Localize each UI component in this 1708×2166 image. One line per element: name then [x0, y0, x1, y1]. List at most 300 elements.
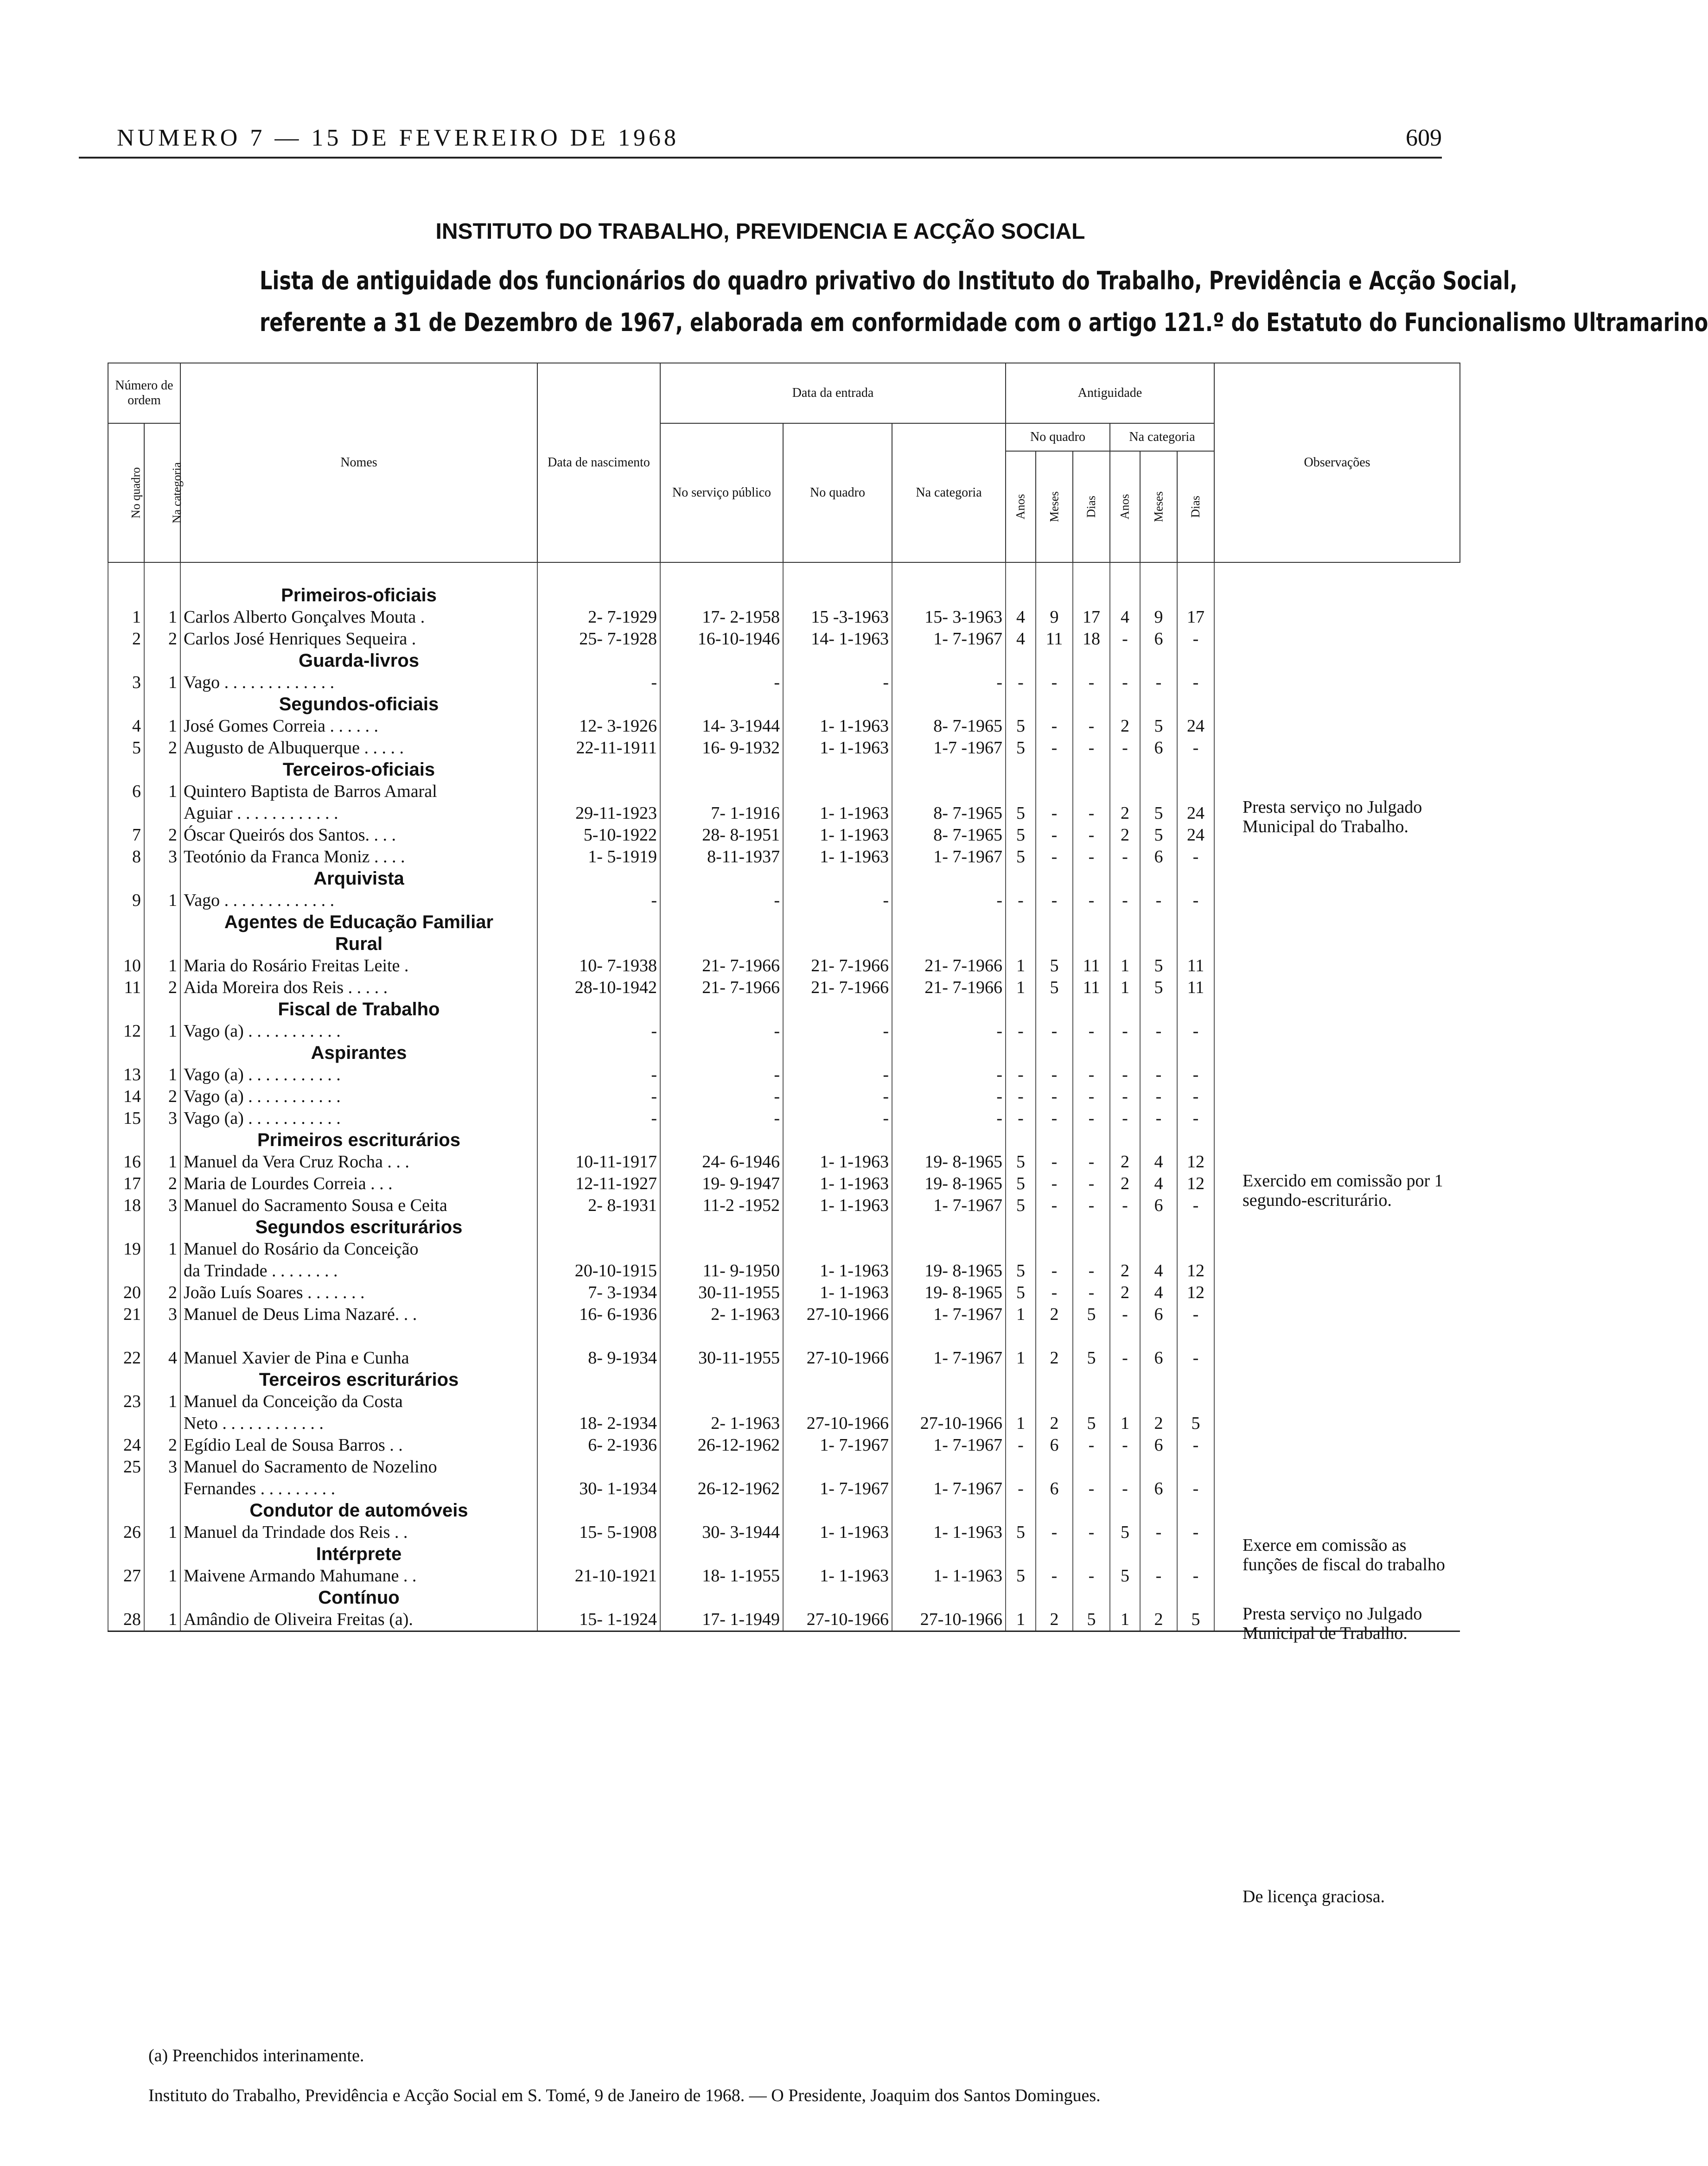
- row-public-service: -: [660, 1086, 783, 1108]
- row-q-anos: 5: [1006, 1173, 1036, 1195]
- row-q-meses: 11: [1036, 628, 1073, 650]
- row-q-dias: -: [1073, 1020, 1110, 1042]
- row-q-anos: 1: [1006, 1413, 1036, 1434]
- row-entry-categoria: 21- 7-1966: [892, 955, 1006, 977]
- row-q-dias: 17: [1073, 606, 1110, 628]
- row-birth-date: 21-10-1921: [537, 1565, 660, 1587]
- row-c-dias: -: [1177, 846, 1214, 868]
- observation: Presta serviço no Julgado Municipal do Trabalho.: [1243, 797, 1422, 836]
- row-public-service: [660, 1456, 783, 1478]
- row-birth-date: 18- 2-1934: [537, 1413, 660, 1434]
- row-name: da Trindade . . . . . . . .: [180, 1260, 537, 1282]
- row-q-dias: -: [1073, 1522, 1110, 1543]
- row-q-anos: 5: [1006, 1195, 1036, 1217]
- table-row: [108, 977, 1460, 999]
- row-c-dias: -: [1177, 1020, 1214, 1042]
- row-q-anos: -: [1006, 1108, 1036, 1129]
- row-c-dias: -: [1177, 1434, 1214, 1456]
- row-entry-quadro: 27-10-1966: [783, 1347, 892, 1369]
- row-c-meses: 5: [1140, 715, 1177, 737]
- row-birth-date: [537, 1325, 660, 1347]
- row-q-meses: -: [1036, 672, 1073, 694]
- header-no-quadro: No quadro: [108, 423, 144, 562]
- row-q-meses: 6: [1036, 1478, 1073, 1500]
- row-c-meses: 6: [1140, 1434, 1177, 1456]
- table-row: [108, 1347, 1460, 1369]
- row-q-anos: 5: [1006, 803, 1036, 824]
- row-birth-date: 2- 7-1929: [537, 606, 660, 628]
- section-heading-row: [108, 933, 1460, 955]
- row-q-dias: [1073, 1238, 1110, 1260]
- row-q-dias: -: [1073, 1195, 1110, 1217]
- row-public-service: 21- 7-1966: [660, 977, 783, 999]
- row-q-dias: -: [1073, 672, 1110, 694]
- row-c-dias: 12: [1177, 1260, 1214, 1282]
- row-no-quadro: 9: [108, 890, 144, 911]
- row-entry-categoria: -: [892, 890, 1006, 911]
- section-title: Terceiros-oficiais: [180, 759, 537, 781]
- row-q-meses: [1036, 1325, 1073, 1347]
- section-heading-row: [108, 1042, 1460, 1064]
- row-name: Manuel do Sacramento de Nozelino: [180, 1456, 537, 1478]
- row-entry-categoria: 1-7 -1967: [892, 737, 1006, 759]
- row-c-anos: [1110, 1325, 1140, 1347]
- section-heading-row: [108, 999, 1460, 1020]
- row-c-meses: 6: [1140, 1195, 1177, 1217]
- row-q-anos: 5: [1006, 824, 1036, 846]
- row-c-meses: 9: [1140, 606, 1177, 628]
- row-c-dias: 12: [1177, 1151, 1214, 1173]
- row-public-service: [660, 781, 783, 803]
- row-c-dias: 24: [1177, 715, 1214, 737]
- row-name: José Gomes Correia . . . . . .: [180, 715, 537, 737]
- row-q-anos: 1: [1006, 955, 1036, 977]
- section-heading-row: [108, 1217, 1460, 1238]
- row-entry-quadro: [783, 781, 892, 803]
- row-name: Manuel da Conceição da Costa: [180, 1391, 537, 1413]
- row-c-anos: -: [1110, 846, 1140, 868]
- row-entry-categoria: -: [892, 672, 1006, 694]
- row-q-dias: 18: [1073, 628, 1110, 650]
- row-birth-date: 28-10-1942: [537, 977, 660, 999]
- row-na-categoria: 1: [144, 1020, 180, 1042]
- row-entry-categoria: -: [892, 1064, 1006, 1086]
- row-birth-date: [537, 1238, 660, 1260]
- row-q-meses: 5: [1036, 977, 1073, 999]
- row-entry-quadro: [783, 1456, 892, 1478]
- section-heading-row: [108, 911, 1460, 933]
- row-birth-date: 5-10-1922: [537, 824, 660, 846]
- row-public-service: 24- 6-1946: [660, 1151, 783, 1173]
- row-no-quadro: 2: [108, 628, 144, 650]
- row-c-dias: -: [1177, 1347, 1214, 1369]
- row-birth-date: -: [537, 890, 660, 911]
- row-no-quadro: 25: [108, 1456, 144, 1478]
- row-no-quadro: 11: [108, 977, 144, 999]
- row-entry-quadro: 21- 7-1966: [783, 977, 892, 999]
- row-name: Maria do Rosário Freitas Leite .: [180, 955, 537, 977]
- row-q-meses: -: [1036, 1282, 1073, 1304]
- row-q-meses: -: [1036, 1195, 1073, 1217]
- row-name: Óscar Queirós dos Santos. . . .: [180, 824, 537, 846]
- row-q-anos: -: [1006, 1434, 1036, 1456]
- row-entry-categoria: 19- 8-1965: [892, 1151, 1006, 1173]
- row-entry-quadro: 1- 7-1967: [783, 1434, 892, 1456]
- list-title-line-1: Lista de antiguidade dos funcionários do quadro privativo do Instituto do Trabalho, Previdência e Acção Social,: [260, 266, 1517, 295]
- row-public-service: -: [660, 1064, 783, 1086]
- row-q-meses: 6: [1036, 1434, 1073, 1456]
- row-q-dias: -: [1073, 1478, 1110, 1500]
- section-heading-row: [108, 585, 1460, 606]
- row-public-service: 30- 3-1944: [660, 1522, 783, 1543]
- row-q-meses: -: [1036, 1020, 1073, 1042]
- row-q-meses: 2: [1036, 1413, 1073, 1434]
- row-birth-date: 22-11-1911: [537, 737, 660, 759]
- row-na-categoria: [144, 1478, 180, 1500]
- row-entry-quadro: 1- 1-1963: [783, 1282, 892, 1304]
- row-q-dias: -: [1073, 846, 1110, 868]
- row-no-quadro: 5: [108, 737, 144, 759]
- row-q-meses: -: [1036, 715, 1073, 737]
- row-entry-quadro: 1- 1-1963: [783, 1173, 892, 1195]
- row-na-categoria: 3: [144, 1108, 180, 1129]
- row-public-service: 8-11-1937: [660, 846, 783, 868]
- row-entry-categoria: -: [892, 1108, 1006, 1129]
- row-name: Manuel da Trindade dos Reis . .: [180, 1522, 537, 1543]
- row-c-anos: [1110, 1456, 1140, 1478]
- row-entry-quadro: 1- 1-1963: [783, 1522, 892, 1543]
- row-c-meses: 2: [1140, 1413, 1177, 1434]
- row-entry-quadro: 1- 1-1963: [783, 1260, 892, 1282]
- row-entry-categoria: 21- 7-1966: [892, 977, 1006, 999]
- row-public-service: -: [660, 1020, 783, 1042]
- row-q-meses: -: [1036, 1064, 1073, 1086]
- row-c-meses: 6: [1140, 1347, 1177, 1369]
- table-row: [108, 672, 1460, 694]
- row-na-categoria: 2: [144, 1282, 180, 1304]
- row-c-meses: 5: [1140, 955, 1177, 977]
- row-c-meses: 5: [1140, 803, 1177, 824]
- row-q-meses: 2: [1036, 1609, 1073, 1631]
- row-q-dias: 11: [1073, 955, 1110, 977]
- row-c-anos: -: [1110, 737, 1140, 759]
- row-name: Vago (a) . . . . . . . . . . .: [180, 1108, 537, 1129]
- section-title: Terceiros escriturários: [180, 1369, 537, 1391]
- row-entry-quadro: 1- 7-1967: [783, 1478, 892, 1500]
- row-entry-quadro: 27-10-1966: [783, 1304, 892, 1325]
- row-q-meses: -: [1036, 803, 1073, 824]
- section-title: Guarda-livros: [180, 650, 537, 672]
- row-c-meses: 5: [1140, 977, 1177, 999]
- section-title: Segundos-oficiais: [180, 694, 537, 715]
- row-birth-date: -: [537, 1108, 660, 1129]
- row-c-dias: 5: [1177, 1609, 1214, 1631]
- row-na-categoria: 1: [144, 1238, 180, 1260]
- row-name: [180, 1325, 537, 1347]
- section-heading-row: [108, 1500, 1460, 1522]
- row-q-dias: [1073, 1391, 1110, 1413]
- row-na-categoria: 1: [144, 1565, 180, 1587]
- header-ant-quadro: No quadro: [1006, 423, 1110, 451]
- row-entry-quadro: 1- 1-1963: [783, 846, 892, 868]
- row-c-meses: -: [1140, 1064, 1177, 1086]
- row-entry-categoria: 1- 7-1967: [892, 846, 1006, 868]
- row-q-dias: -: [1073, 1282, 1110, 1304]
- row-c-anos: -: [1110, 1195, 1140, 1217]
- row-q-anos: 1: [1006, 1609, 1036, 1631]
- row-c-dias: [1177, 1391, 1214, 1413]
- header-ant-categoria: Na categoria: [1110, 423, 1214, 451]
- signature-line: Instituto do Trabalho, Previdência e Acção Social em S. Tomé, 9 de Janeiro de 1968. — O Presidente, Joaquim dos Santos Domingues.: [148, 2086, 1101, 2105]
- row-public-service: 28- 8-1951: [660, 824, 783, 846]
- header-observacoes: Observações: [1214, 363, 1460, 562]
- row-no-quadro: 21: [108, 1304, 144, 1325]
- row-na-categoria: 2: [144, 1173, 180, 1195]
- row-q-anos: [1006, 1325, 1036, 1347]
- row-entry-quadro: [783, 1238, 892, 1260]
- row-q-dias: 11: [1073, 977, 1110, 999]
- row-name: Carlos Alberto Gonçalves Mouta .: [180, 606, 537, 628]
- row-q-meses: -: [1036, 1260, 1073, 1282]
- row-name: Fernandes . . . . . . . . .: [180, 1478, 537, 1500]
- row-birth-date: 7- 3-1934: [537, 1282, 660, 1304]
- row-c-dias: [1177, 781, 1214, 803]
- list-title-line-2: referente a 31 de Dezembro de 1967, elaborada em conformidade com o artigo 121.º do Estatuto do Funcionalismo Ultramarino: [260, 308, 1708, 337]
- row-entry-categoria: 1- 7-1967: [892, 1347, 1006, 1369]
- row-c-dias: -: [1177, 737, 1214, 759]
- row-public-service: -: [660, 672, 783, 694]
- row-name: Teotónio da Franca Moniz . . . .: [180, 846, 537, 868]
- row-public-service: 11-2 -1952: [660, 1195, 783, 1217]
- row-entry-categoria: 27-10-1966: [892, 1609, 1006, 1631]
- section-title: Rural: [180, 933, 537, 955]
- row-c-meses: -: [1140, 890, 1177, 911]
- row-q-meses: [1036, 1238, 1073, 1260]
- header-antiguidade: Antiguidade: [1006, 363, 1214, 423]
- seniority-table: [108, 363, 1460, 1632]
- row-no-quadro: 26: [108, 1522, 144, 1543]
- row-na-categoria: 1: [144, 1391, 180, 1413]
- row-na-categoria: 2: [144, 628, 180, 650]
- row-c-meses: [1140, 1238, 1177, 1260]
- row-name: Aida Moreira dos Reis . . . . .: [180, 977, 537, 999]
- row-birth-date: 8- 9-1934: [537, 1347, 660, 1369]
- row-q-anos: -: [1006, 1064, 1036, 1086]
- row-q-anos: 4: [1006, 628, 1036, 650]
- row-na-categoria: 1: [144, 1522, 180, 1543]
- row-no-quadro: [108, 1325, 144, 1347]
- header-servico-publico: No serviço público: [660, 423, 783, 562]
- row-c-meses: 4: [1140, 1282, 1177, 1304]
- row-birth-date: 20-10-1915: [537, 1260, 660, 1282]
- footnote: (a) Preenchidos interinamente.: [148, 2046, 364, 2065]
- row-birth-date: 29-11-1923: [537, 803, 660, 824]
- row-q-anos: -: [1006, 1478, 1036, 1500]
- row-q-dias: -: [1073, 715, 1110, 737]
- row-entry-categoria: -: [892, 1086, 1006, 1108]
- row-c-anos: 4: [1110, 606, 1140, 628]
- row-no-quadro: 27: [108, 1565, 144, 1587]
- row-c-anos: -: [1110, 672, 1140, 694]
- row-c-anos: -: [1110, 628, 1140, 650]
- row-q-dias: 5: [1073, 1304, 1110, 1325]
- row-c-meses: 4: [1140, 1151, 1177, 1173]
- row-c-anos: 1: [1110, 1413, 1140, 1434]
- row-c-dias: -: [1177, 1064, 1214, 1086]
- table-row: [108, 1282, 1460, 1304]
- row-c-anos: 5: [1110, 1522, 1140, 1543]
- row-na-categoria: [144, 1413, 180, 1434]
- section-heading-row: [108, 1369, 1460, 1391]
- row-c-anos: -: [1110, 1304, 1140, 1325]
- row-na-categoria: 1: [144, 672, 180, 694]
- row-q-meses: -: [1036, 846, 1073, 868]
- row-q-anos: 1: [1006, 1304, 1036, 1325]
- observation: Presta serviço no Julgado Municipal de Trabalho.: [1243, 1604, 1422, 1643]
- row-q-dias: -: [1073, 803, 1110, 824]
- row-c-meses: [1140, 1391, 1177, 1413]
- row-q-anos: 5: [1006, 1151, 1036, 1173]
- row-na-categoria: 3: [144, 1195, 180, 1217]
- row-entry-categoria: 19- 8-1965: [892, 1173, 1006, 1195]
- table-row: [108, 1391, 1460, 1413]
- row-public-service: [660, 1325, 783, 1347]
- row-q-anos: [1006, 781, 1036, 803]
- row-public-service: 19- 9-1947: [660, 1173, 783, 1195]
- row-na-categoria: 1: [144, 890, 180, 911]
- header-nomes: Nomes: [180, 363, 537, 562]
- row-entry-categoria: [892, 1238, 1006, 1260]
- row-c-dias: 24: [1177, 824, 1214, 846]
- row-entry-categoria: 1- 1-1963: [892, 1565, 1006, 1587]
- page-number: 609: [1406, 125, 1442, 151]
- header-meses: Meses: [1036, 451, 1073, 562]
- page-header: [79, 124, 1442, 159]
- row-na-categoria: [144, 1325, 180, 1347]
- row-public-service: 17- 1-1949: [660, 1609, 783, 1631]
- table-row: [108, 1064, 1460, 1086]
- row-q-meses: -: [1036, 1565, 1073, 1587]
- row-birth-date: 6- 2-1936: [537, 1434, 660, 1456]
- row-q-meses: -: [1036, 890, 1073, 911]
- row-entry-quadro: 1- 1-1963: [783, 824, 892, 846]
- row-name: Carlos José Henriques Sequeira .: [180, 628, 537, 650]
- row-q-dias: 5: [1073, 1347, 1110, 1369]
- section-title: Contínuo: [180, 1587, 537, 1609]
- row-q-meses: 5: [1036, 955, 1073, 977]
- institute-heading: INSTITUTO DO TRABALHO, PREVIDENCIA E ACÇÃO SOCIAL: [435, 219, 1085, 244]
- row-q-meses: -: [1036, 737, 1073, 759]
- row-entry-quadro: -: [783, 1086, 892, 1108]
- row-name: Vago . . . . . . . . . . . . .: [180, 672, 537, 694]
- row-entry-categoria: [892, 1391, 1006, 1413]
- table-row: [108, 1325, 1460, 1347]
- row-c-dias: -: [1177, 1304, 1214, 1325]
- row-c-meses: 6: [1140, 1478, 1177, 1500]
- row-entry-categoria: 1- 7-1967: [892, 628, 1006, 650]
- row-c-anos: -: [1110, 1086, 1140, 1108]
- row-entry-quadro: 15 -3-1963: [783, 606, 892, 628]
- row-no-quadro: 23: [108, 1391, 144, 1413]
- row-q-dias: -: [1073, 1565, 1110, 1587]
- row-c-anos: 2: [1110, 715, 1140, 737]
- row-public-service: 7- 1-1916: [660, 803, 783, 824]
- row-birth-date: 25- 7-1928: [537, 628, 660, 650]
- row-q-meses: -: [1036, 1086, 1073, 1108]
- table-row: [108, 1108, 1460, 1129]
- table-row: [108, 846, 1460, 868]
- row-birth-date: 1- 5-1919: [537, 846, 660, 868]
- header-entrada-categoria: Na categoria: [892, 423, 1006, 562]
- row-na-categoria: 3: [144, 846, 180, 868]
- row-q-meses: -: [1036, 824, 1073, 846]
- header-meses-cat: Meses: [1140, 451, 1177, 562]
- row-c-anos: 2: [1110, 824, 1140, 846]
- row-q-anos: 5: [1006, 846, 1036, 868]
- row-no-quadro: 18: [108, 1195, 144, 1217]
- row-entry-quadro: 14- 1-1963: [783, 628, 892, 650]
- row-no-quadro: 28: [108, 1609, 144, 1631]
- row-q-meses: 2: [1036, 1347, 1073, 1369]
- section-title: Arquivista: [180, 868, 537, 890]
- row-na-categoria: 2: [144, 737, 180, 759]
- row-q-anos: 1: [1006, 977, 1036, 999]
- row-entry-categoria: [892, 1325, 1006, 1347]
- row-entry-categoria: 19- 8-1965: [892, 1260, 1006, 1282]
- row-q-anos: -: [1006, 890, 1036, 911]
- row-public-service: 17- 2-1958: [660, 606, 783, 628]
- section-title: Agentes de Educação Familiar: [180, 911, 537, 933]
- table-row: [108, 1434, 1460, 1456]
- row-na-categoria: 1: [144, 781, 180, 803]
- row-no-quadro: [108, 1260, 144, 1282]
- row-na-categoria: [144, 1260, 180, 1282]
- row-birth-date: 15- 5-1908: [537, 1522, 660, 1543]
- row-name: Manuel do Sacramento Sousa e Ceita: [180, 1195, 537, 1217]
- row-name: Aguiar . . . . . . . . . . . .: [180, 803, 537, 824]
- row-public-service: 18- 1-1955: [660, 1565, 783, 1587]
- row-c-dias: -: [1177, 1478, 1214, 1500]
- row-c-dias: [1177, 1325, 1214, 1347]
- row-entry-quadro: -: [783, 1108, 892, 1129]
- row-na-categoria: 4: [144, 1347, 180, 1369]
- section-title: Condutor de automóveis: [180, 1500, 537, 1522]
- row-na-categoria: 1: [144, 1064, 180, 1086]
- row-birth-date: 2- 8-1931: [537, 1195, 660, 1217]
- row-entry-categoria: 1- 7-1967: [892, 1304, 1006, 1325]
- row-q-meses: [1036, 1456, 1073, 1478]
- row-name: Quintero Baptista de Barros Amaral: [180, 781, 537, 803]
- row-q-dias: -: [1073, 890, 1110, 911]
- table-row: [108, 1413, 1460, 1434]
- row-no-quadro: 17: [108, 1173, 144, 1195]
- row-entry-categoria: -: [892, 1020, 1006, 1042]
- section-heading-row: [108, 759, 1460, 781]
- section-heading-row: [108, 694, 1460, 715]
- row-public-service: 2- 1-1963: [660, 1413, 783, 1434]
- row-entry-quadro: 1- 1-1963: [783, 1151, 892, 1173]
- row-no-quadro: 13: [108, 1064, 144, 1086]
- row-entry-categoria: 19- 8-1965: [892, 1282, 1006, 1304]
- row-c-dias: -: [1177, 1108, 1214, 1129]
- row-c-meses: [1140, 1456, 1177, 1478]
- row-name: Manuel de Deus Lima Nazaré. . .: [180, 1304, 537, 1325]
- row-name: Neto . . . . . . . . . . . .: [180, 1413, 537, 1434]
- row-birth-date: 30- 1-1934: [537, 1478, 660, 1500]
- header-na-categoria: Na categoria: [144, 423, 180, 562]
- row-c-meses: 6: [1140, 1304, 1177, 1325]
- row-name: Vago . . . . . . . . . . . . .: [180, 890, 537, 911]
